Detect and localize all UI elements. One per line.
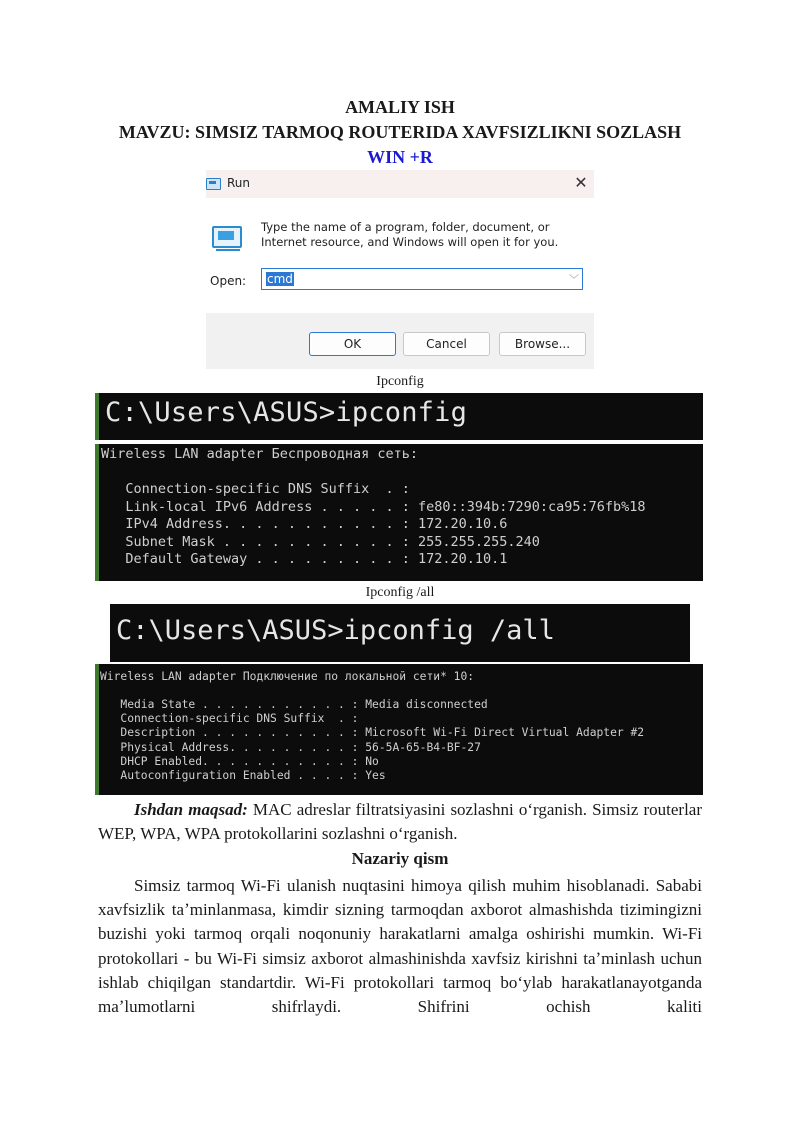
close-icon[interactable]: ✕ <box>574 173 588 192</box>
section-heading: Nazariy qism <box>351 849 449 868</box>
terminal-line: Connection-specific DNS Suffix . : <box>100 712 359 725</box>
shortcut-label: WIN +R <box>367 147 433 167</box>
terminal-line: Autoconfiguration Enabled . . . . : Yes <box>100 769 386 782</box>
terminal-accent-bar <box>95 444 99 581</box>
caption-ipconfig-all: Ipconfig /all <box>365 585 435 600</box>
terminal-command-ipconfig <box>95 393 703 440</box>
run-titlebar <box>206 170 594 198</box>
chevron-down-icon[interactable]: ﹀ <box>569 275 579 286</box>
run-app-icon <box>212 226 242 248</box>
terminal-line: DHCP Enabled. . . . . . . . . . . : No <box>100 755 379 768</box>
terminal-command-ipconfig-all <box>110 604 690 662</box>
page-title: AMALIY ISH <box>345 97 455 117</box>
open-label <box>210 274 246 288</box>
caption-ipconfig: Ipconfig <box>376 374 424 389</box>
terminal-line: Wireless LAN adapter Подключение по локальной сети* 10: <box>100 670 475 683</box>
open-input-value[interactable]: cmd <box>267 272 293 286</box>
terminal-line: Wireless LAN adapter Беспроводная сеть: <box>101 446 418 462</box>
goal-paragraph <box>98 798 702 846</box>
terminal-line: Physical Address. . . . . . . . . : 56-5A-65-B4-BF-27 <box>100 741 481 754</box>
terminal-line: Media State . . . . . . . . . . . : Media disconnected <box>100 698 488 711</box>
run-window-icon <box>206 178 221 190</box>
topic-title: MAVZU: SIMSIZ TARMOQ ROUTERIDA XAVFSIZLIKNI SOZLASH <box>118 122 682 142</box>
terminal-command-text: C:\Users\ASUS>ipconfig /all <box>116 615 555 646</box>
terminal-output-ipconfig <box>95 444 703 581</box>
terminal-line: Subnet Mask . . . . . . . . . . . : 255.255.255.240 <box>101 534 540 550</box>
ok-button[interactable]: OK <box>309 332 396 356</box>
terminal-output-ipconfig-all <box>95 664 703 795</box>
terminal-line: Connection-specific DNS Suffix . : <box>101 481 410 497</box>
terminal-line: Link-local IPv6 Address . . . . . : fe80::394b:7290:ca95:76fb%18 <box>101 499 646 515</box>
open-label-text: Open: <box>210 274 247 288</box>
terminal-accent-bar <box>95 393 99 440</box>
cancel-button[interactable]: Cancel <box>403 332 490 356</box>
terminal-line: Description . . . . . . . . . . . : Microsoft Wi-Fi Direct Virtual Adapter #2 <box>100 726 645 739</box>
terminal-accent-bar <box>95 664 99 795</box>
run-dialog <box>206 170 594 369</box>
goal-label: Ishdan maqsad: <box>134 800 248 819</box>
open-input[interactable] <box>261 268 583 290</box>
browse-button[interactable]: Browse... <box>499 332 586 356</box>
goal-text: MAC adreslar filtratsiyasini sozlashni oʻrganish. Simsiz routerlar WEP, WPA, WPA protokollarini sozlashni oʻrganish. <box>98 800 703 844</box>
theory-paragraph: Simsiz tarmoq Wi-Fi ulanish nuqtasini himoya qilish muhim hisoblanadi. Sababi xavfsizlik taʼminlanmasa, kimdir sizning tarmoqdan axborot almashishda tizimingizni buzishi yoki tarmoq orqali noqonuniy harakatlarni amalga oshirishi mumkin. Wi-Fi protokollari - bu Wi-Fi simsiz axborot almashinishda xavfsiz kirishni taʼminlash uchun ishlab chiqilgan standartdir. Wi-Fi protokollari tarmoq boʻylab harakatlanayotganda maʼlumotlarni shifrlaydi. Shifrini ochish kaliti <box>98 876 702 1017</box>
terminal-line: IPv4 Address. . . . . . . . . . . : 172.20.10.6 <box>101 516 508 532</box>
terminal-command-text: C:\Users\ASUS>ipconfig <box>105 397 468 428</box>
run-description: Type the name of a program, folder, document, or Internet resource, and Windows will open it for you. <box>261 220 559 249</box>
terminal-line: Default Gateway . . . . . . . . . : 172.20.10.1 <box>101 551 508 567</box>
run-dialog-title: Run <box>227 176 251 190</box>
